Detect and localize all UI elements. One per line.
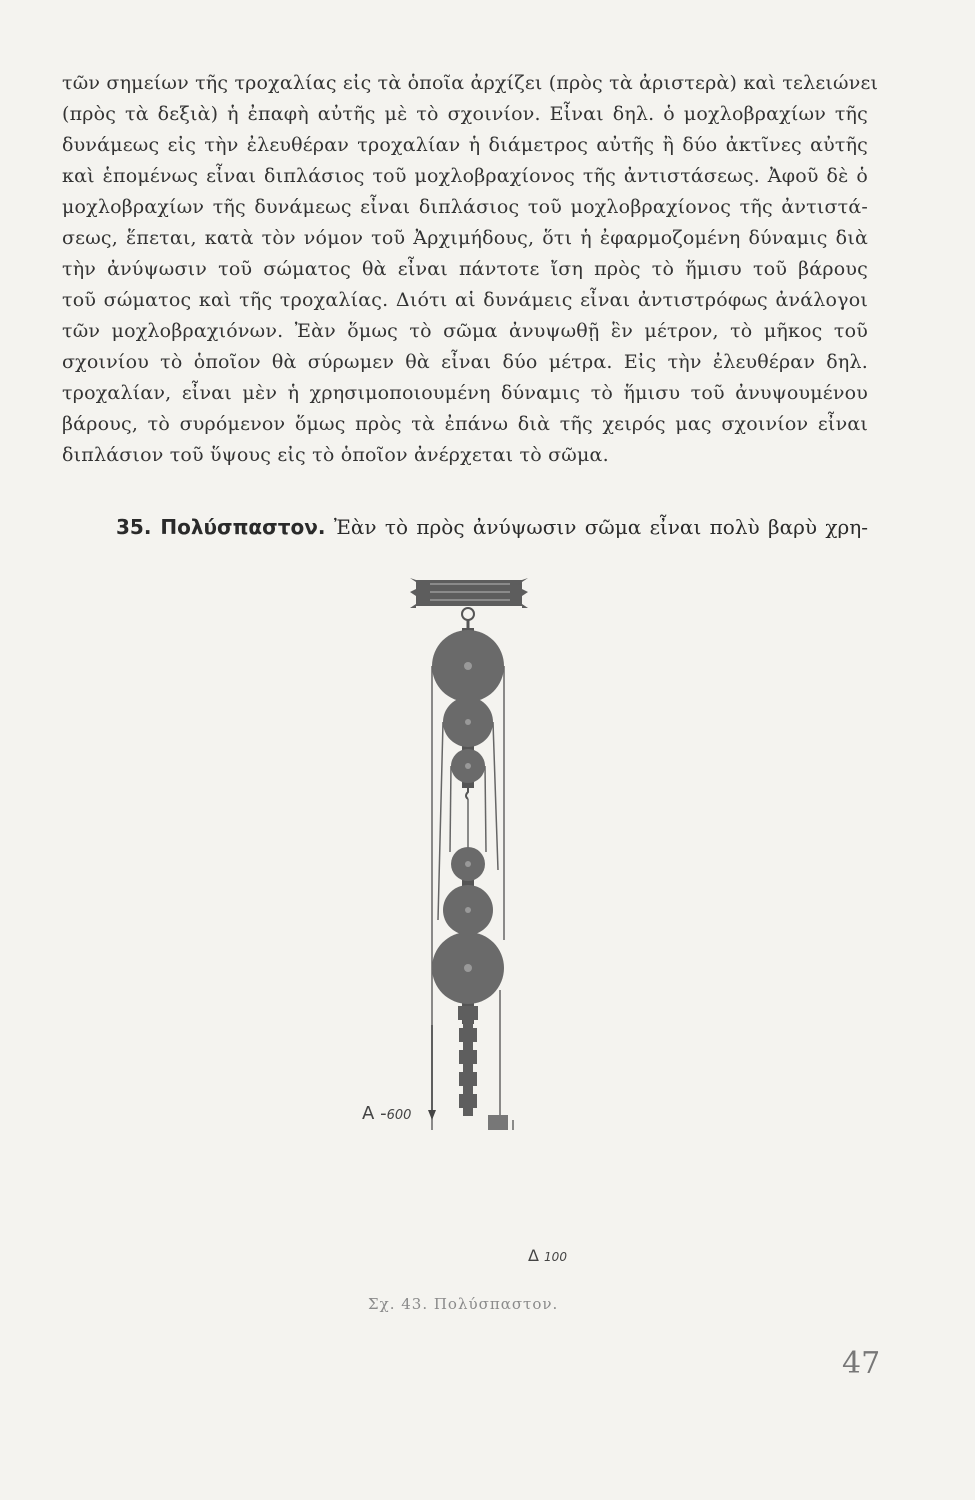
force-arrow xyxy=(428,1025,436,1120)
text-line: καὶ ἑπομένως εἶναι διπλάσιος τοῦ μοχλοβραχίονος τῆς ἀντιστάσεως. Ἀφοῦ δὲ ὁ xyxy=(62,165,868,187)
page-number: 47 xyxy=(842,1346,881,1381)
hook-ring xyxy=(462,608,474,620)
pulley-figure xyxy=(340,570,600,1130)
text-line: σχοινίου τὸ ὁποῖον θὰ σύρωμεν θὰ εἶναι δύο μέτρα. Εἰς τὴν ἐλευθέραν δηλ. xyxy=(62,351,868,373)
force-value: -600 xyxy=(380,1103,412,1124)
text-line: δυνάμεως εἰς τὴν ἐλευθέραν τροχαλίαν ἡ διάμετρος αὐτῆς ἢ δύο ἀκτῖνες αὐτῆς xyxy=(62,134,868,156)
section-35 xyxy=(116,511,868,543)
text-line: μοχλοβραχίων τῆς δυνάμεως εἶναι διπλάσιος τοῦ μοχλοβραχίονος τῆς ἀντιστά- xyxy=(62,196,868,218)
text-line: τῶν μοχλοβραχιόνων. Ἐὰν ὅμως τὸ σῶμα ἀνυψωθῇ ἓν μέτρον, τὸ μῆκος τοῦ xyxy=(62,320,868,342)
figure-caption: Σχ. 43. Πολύσπαστον. xyxy=(368,1295,559,1313)
load-letter: Δ xyxy=(528,1246,539,1265)
text-line: διπλάσιον τοῦ ὕψους εἰς τὸ ὁποῖον ἀνέρχεται τὸ σῶμα. xyxy=(62,444,609,466)
weights-stack xyxy=(458,1006,478,1116)
text-line: τὴν ἀνύψωσιν τοῦ σώματος θὰ εἶναι πάντοτε ἴση πρὸς τὸ ἥμισυ τοῦ βάρους xyxy=(62,258,868,280)
text-line: τῶν σημείων τῆς τροχαλίας εἰς τὰ ὁποῖα ἀρχίζει (πρὸς τὰ ἀριστερὰ) καὶ τελειώνει xyxy=(62,72,879,94)
text-line: τοῦ σώματος καὶ τῆς τροχαλίας. Διότι αἱ δυνάμεις εἶναι ἀντιστρόφως ἀνάλογοι xyxy=(62,289,868,311)
section-heading: 35. Πολύσπαστον. xyxy=(116,515,326,539)
text-line: τροχαλίαν, εἶναι μὲν ἡ χρησιμοποιουμένη δύναμις τὸ ἥμισυ τοῦ ἀνυψουμένου xyxy=(62,382,868,404)
force-label xyxy=(362,1103,411,1124)
fixed-pulley-block xyxy=(432,628,504,788)
load-value: 100 xyxy=(544,1250,567,1264)
text-line: (πρὸς τὰ δεξιὰ) ἡ ἐπαφὴ αὐτῆς μὲ τὸ σχοινίον. Εἶναι δηλ. ὁ μοχλοβραχίων τῆς xyxy=(62,103,868,125)
text-line: σεως, ἕπεται, κατὰ τὸν νόμον τοῦ Ἀρχιμήδους, ὅτι ἡ ἐφαρμοζομένη δύναμις διὰ xyxy=(62,227,868,249)
movable-pulley-block xyxy=(432,847,504,1024)
body-text xyxy=(62,68,879,471)
load-weight xyxy=(488,1115,508,1130)
force-value-number: 600 xyxy=(386,1108,412,1123)
text-line: βάρους, τὸ συρόμενον ὅμως πρὸς τὰ ἐπάνω διὰ τῆς χειρός μας σχοινίον εἶναι xyxy=(62,413,868,435)
load-label xyxy=(528,1246,567,1265)
force-letter: A xyxy=(362,1103,375,1124)
section-text: Ἐὰν τὸ πρὸς ἀνύψωσιν σῶμα εἶναι πολὺ βαρὺ χρη- xyxy=(325,515,868,539)
ceiling-beam xyxy=(410,578,528,608)
